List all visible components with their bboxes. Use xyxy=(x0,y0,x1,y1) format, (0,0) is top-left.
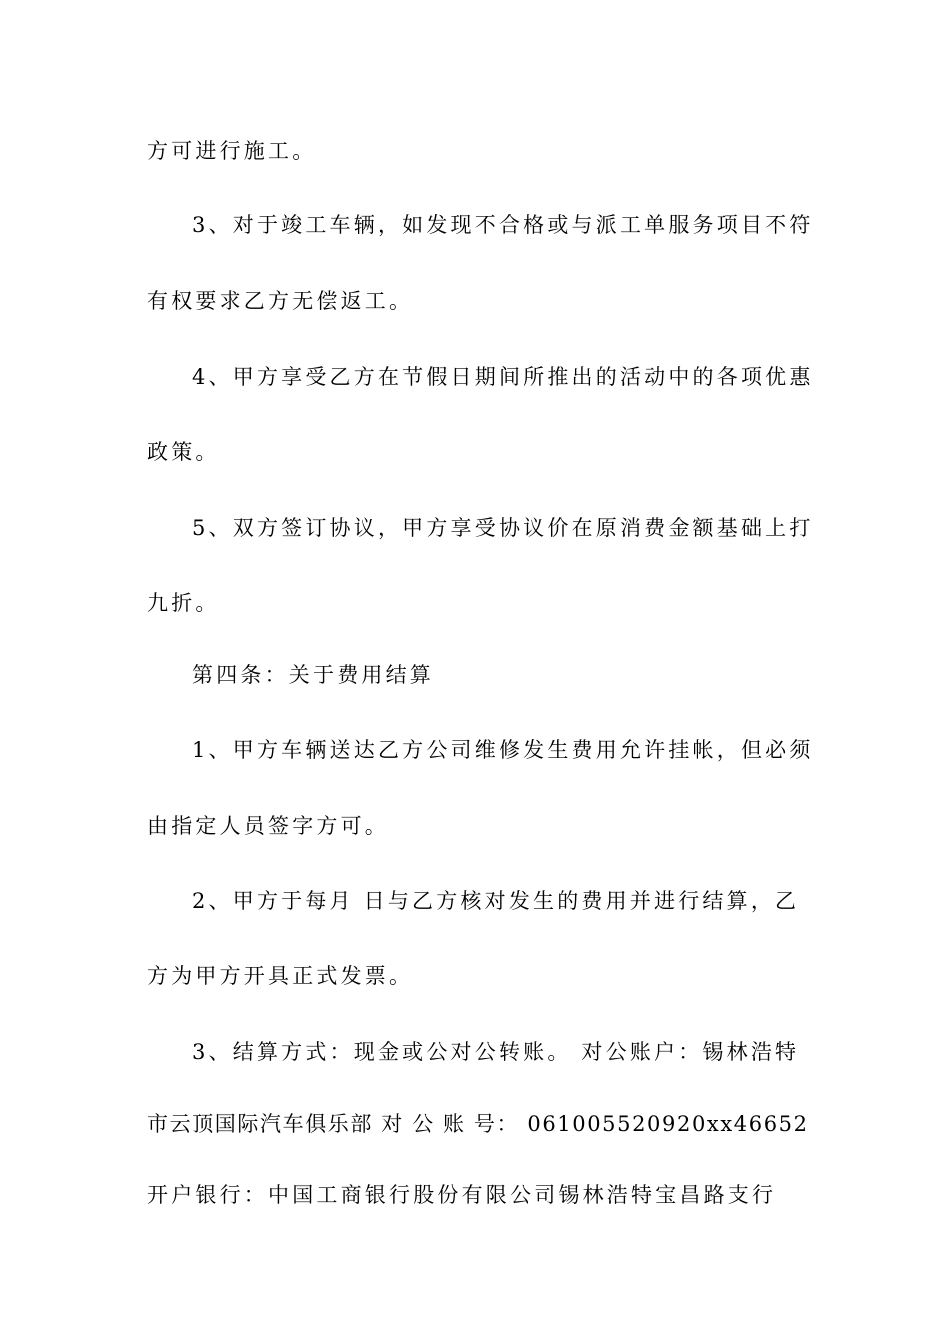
bank-line: 开户银行：中国工商银行股份有限公司锡林浩特宝昌路支行 xyxy=(147,1183,777,1207)
billing-clause-1-line-2: 由指定人员签字方可。 xyxy=(147,814,389,838)
paragraph-line: 方可进行施工。 xyxy=(147,139,317,163)
clause-4-line-1: 4、甲方享受乙方在节假日期间所推出的活动中的各项优惠 xyxy=(192,365,814,389)
clause-5-line-2: 九折。 xyxy=(147,591,220,615)
billing-clause-1-line-1: 1、甲方车辆送达乙方公司维修发生费用允许挂帐，但必须 xyxy=(192,738,814,762)
billing-clause-2-line-2: 方为甲方开具正式发票。 xyxy=(147,964,414,988)
clause-3-line-2: 有权要求乙方无偿返工。 xyxy=(147,289,414,313)
billing-clause-3-line-1: 3、结算方式：现金或公对公转账。 对公账户：锡林浩特 xyxy=(192,1040,800,1064)
clause-3-line-1: 3、对于竣工车辆，如发现不合格或与派工单服务项目不符 xyxy=(192,213,814,237)
clause-5-line-1: 5、双方签订协议，甲方享受协议价在原消费金额基础上打 xyxy=(192,516,814,540)
account-number-line: 市云顶国际汽车俱乐部 对 公 账 号： 061005520920xx46652 xyxy=(147,1112,809,1136)
clause-4-line-2: 政策。 xyxy=(147,440,220,464)
section-heading: 第四条：关于费用结算 xyxy=(192,663,434,687)
billing-clause-2-line-1: 2、甲方于每月 日与乙方核对发生的费用并进行结算，乙 xyxy=(192,889,800,913)
